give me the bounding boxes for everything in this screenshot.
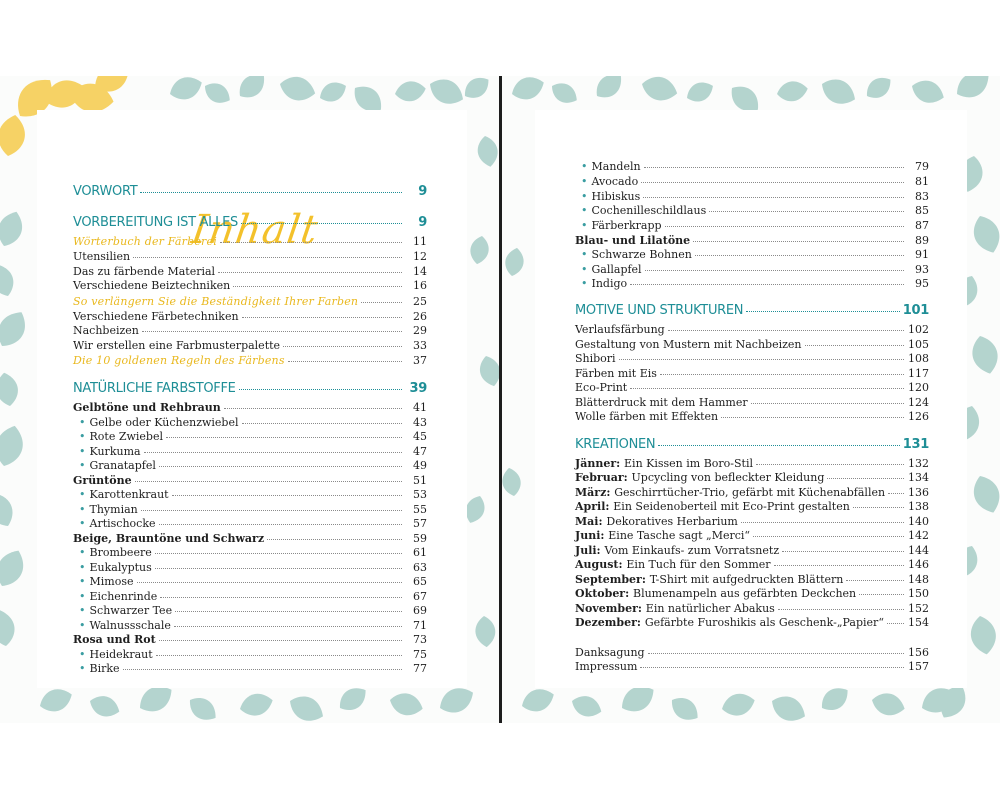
toc-entry[interactable] — [575, 234, 929, 247]
toc-leader — [159, 524, 403, 525]
toc-entry-label: • Hibiskus — [581, 190, 640, 203]
toc-entry[interactable] — [575, 616, 929, 629]
toc-month: März: — [575, 486, 615, 499]
toc-page-number: 157 — [908, 660, 929, 673]
toc-leader — [160, 597, 402, 598]
toc-entry-label: • Heidekraut — [79, 648, 153, 661]
toc-entry-label — [575, 544, 779, 557]
toc-entry-label: MOTIVE UND STRUKTUREN — [575, 303, 744, 318]
toc-leader — [640, 667, 904, 668]
toc-entry[interactable] — [73, 503, 427, 516]
toc-page-number: 81 — [915, 175, 929, 188]
toc-entry[interactable] — [575, 352, 929, 365]
toc-entry-label: Gelbtöne und Rehbraun — [73, 401, 221, 414]
toc-page-number: 136 — [908, 486, 929, 499]
toc-leader — [155, 553, 402, 554]
toc-leader — [288, 361, 402, 362]
toc-entry[interactable] — [73, 517, 427, 530]
toc-entry-label: Wir erstellen eine Farbmusterpalette — [73, 339, 281, 352]
toc-page-number: 144 — [908, 544, 929, 557]
toc-entry[interactable] — [575, 175, 929, 188]
toc-entry-title: Upcycling von befleckter Kleidung — [631, 471, 825, 484]
toc-leader — [140, 192, 402, 193]
toc-leader — [159, 466, 402, 467]
toc-page-number: 77 — [413, 662, 427, 675]
toc-page-number: 29 — [413, 324, 427, 337]
toc-page-number: 67 — [413, 590, 427, 603]
toc-entry-label: Rosa und Rot — [73, 633, 156, 646]
toc-leader — [644, 167, 904, 168]
toc-leader — [175, 611, 402, 612]
toc-page-number: 93 — [915, 263, 929, 276]
toc-entry[interactable] — [575, 486, 929, 499]
toc-entry[interactable] — [575, 660, 929, 673]
toc-page-number: 140 — [908, 515, 929, 528]
toc-entry[interactable] — [73, 401, 427, 414]
toc-page-number: 148 — [908, 573, 929, 586]
toc-entry-label: • Rote Zwiebel — [79, 430, 163, 443]
toc-entry-title: Ein Seidenoberteil mit Eco-Print gestalten — [613, 500, 850, 513]
toc-entry-label — [575, 616, 884, 629]
toc-page-number: 85 — [915, 204, 929, 217]
toc-leader — [241, 223, 402, 224]
toc-leader — [361, 302, 402, 303]
toc-page-number: 39 — [409, 381, 427, 396]
toc-page-number: 150 — [908, 587, 929, 600]
toc-entry-label: • Granatapfel — [79, 459, 156, 472]
toc-page-number: 108 — [908, 352, 929, 365]
toc-leader — [645, 270, 904, 271]
toc-leader — [242, 423, 403, 424]
toc-page-number: 51 — [413, 474, 427, 487]
toc-page-number: 14 — [413, 265, 427, 278]
toc-entry[interactable] — [575, 515, 929, 528]
toc-page-number: 65 — [413, 575, 427, 588]
toc-page-number: 79 — [915, 160, 929, 173]
toc-leader — [668, 330, 904, 331]
toc-leader — [751, 403, 904, 404]
toc-entry[interactable] — [575, 204, 929, 217]
toc-leader — [827, 478, 904, 479]
toc-entry[interactable] — [73, 250, 427, 263]
toc-leader — [778, 609, 904, 610]
toc-page-number: 105 — [908, 338, 929, 351]
toc-entry[interactable] — [575, 646, 929, 659]
toc-leader — [142, 331, 402, 332]
toc-entry-title: Ein Kissen im Boro-Stil — [624, 457, 754, 470]
toc-page-number: 33 — [413, 339, 427, 352]
toc-entry[interactable] — [575, 190, 929, 203]
toc-leader — [648, 653, 904, 654]
toc-entry-label: • Birke — [79, 662, 120, 675]
toc-page-number: 131 — [902, 437, 929, 452]
toc-page-number: 25 — [413, 295, 427, 308]
toc-leader — [846, 580, 904, 581]
toc-entry[interactable] — [575, 602, 929, 615]
toc-page-number: 75 — [413, 648, 427, 661]
toc-entry-label: • Karottenkraut — [79, 488, 169, 501]
toc-page-number: 120 — [908, 381, 929, 394]
toc-entry[interactable] — [575, 160, 929, 173]
toc-entry-title: Eine Tasche sagt „Merci“ — [608, 529, 751, 542]
toc-leader — [630, 388, 904, 389]
toc-leader — [774, 565, 904, 566]
toc-entry-label: Danksagung — [575, 646, 645, 659]
toc-entry[interactable] — [73, 279, 427, 292]
toc-month: September: — [575, 573, 650, 586]
toc-month: Februar: — [575, 471, 632, 484]
toc-page-number: 124 — [908, 396, 929, 409]
toc-month: November: — [575, 602, 646, 615]
toc-entry-label — [575, 486, 885, 499]
toc-leader — [643, 197, 904, 198]
toc-entry[interactable] — [575, 573, 929, 586]
toc-leader — [753, 536, 904, 537]
toc-month: Juli: — [575, 544, 605, 557]
toc-entry-title: Geschirrtücher-Trio, gefärbt mit Küchenabfällen — [614, 486, 886, 499]
toc-entry[interactable] — [575, 529, 929, 542]
toc-leader — [709, 211, 904, 212]
toc-entry[interactable] — [73, 354, 427, 367]
toc-leader — [853, 507, 904, 508]
toc-entry-label: So verlängern Sie die Beständigkeit Ihrer Farben — [73, 295, 359, 308]
toc-leader — [888, 493, 904, 494]
toc-page-number: 102 — [908, 323, 929, 336]
toc-leader — [155, 568, 402, 569]
toc-entry[interactable] — [73, 633, 427, 646]
toc-entry-label: Shibori — [575, 352, 616, 365]
toc-page-number: 43 — [413, 416, 427, 429]
toc-entry[interactable] — [73, 339, 427, 352]
toc-leader — [756, 464, 904, 465]
toc-entry-label: VORWORT — [73, 184, 138, 199]
right-page — [502, 76, 1000, 723]
toc-entry[interactable] — [73, 662, 427, 675]
toc-entry-label: • Mimose — [79, 575, 134, 588]
toc-entry-label: Blau- und Lilatöne — [575, 234, 691, 247]
toc-entry-title: Vom Einkaufs- zum Vorratsnetz — [604, 544, 780, 557]
toc-entry-label: • Mandeln — [581, 160, 641, 173]
toc-entry-label: • Thymian — [79, 503, 138, 516]
toc-entry-label: • Schwarzer Tee — [79, 604, 172, 617]
toc-page-number: 49 — [413, 459, 427, 472]
toc-entry[interactable] — [575, 304, 929, 317]
toc-entry-label: Blätterdruck mit dem Hammer — [575, 396, 748, 409]
toc-entry[interactable] — [73, 604, 427, 617]
toc-entry[interactable] — [575, 338, 929, 351]
toc-entry[interactable] — [73, 532, 427, 545]
toc-entry-label: • Kurkuma — [79, 445, 141, 458]
toc-leader — [144, 452, 402, 453]
toc-leader — [123, 669, 402, 670]
toc-page-number: 71 — [413, 619, 427, 632]
toc-entry-label: • Artischocke — [79, 517, 156, 530]
toc-page-number: 12 — [413, 250, 427, 263]
toc-entry[interactable] — [73, 546, 427, 559]
toc-leader — [224, 408, 402, 409]
toc-entry-label: Verschiedene Färbetechniken — [73, 310, 239, 323]
left-page — [0, 76, 499, 723]
toc-month: August: — [575, 558, 627, 571]
toc-page-number: 87 — [915, 219, 929, 232]
toc-page-number: 154 — [908, 616, 929, 629]
toc-leader — [658, 445, 899, 446]
toc-entry-label: • Indigo — [581, 277, 627, 290]
toc-entry-label — [575, 500, 850, 513]
toc-entry-label — [575, 602, 775, 615]
page-title: Inhalt — [188, 207, 322, 253]
toc-leader — [174, 626, 402, 627]
toc-entry[interactable] — [575, 457, 929, 470]
toc-entry-label — [575, 558, 771, 571]
toc-entry[interactable] — [73, 459, 427, 472]
toc-leader — [135, 481, 402, 482]
toc-leader — [133, 257, 402, 258]
toc-entry[interactable] — [73, 575, 427, 588]
toc-page-number: 53 — [413, 488, 427, 501]
toc-entry[interactable] — [73, 474, 427, 487]
toc-entry[interactable] — [575, 410, 929, 423]
toc-entry-label: • Eichenrinde — [79, 590, 157, 603]
toc-entry[interactable] — [575, 587, 929, 600]
toc-entry-label: Grüntöne — [73, 474, 132, 487]
toc-entry-label: Färben mit Eis — [575, 367, 657, 380]
toc-page-number: 95 — [915, 277, 929, 290]
toc-page-number: 156 — [908, 646, 929, 659]
toc-entry-title: Ein Tuch für den Sommer — [626, 558, 771, 571]
toc-leader — [233, 286, 402, 287]
toc-entry[interactable] — [575, 381, 929, 394]
toc-entry-label: • Eukalyptus — [79, 561, 152, 574]
toc-month: Jänner: — [575, 457, 625, 470]
toc-entry-label — [575, 457, 753, 470]
toc-entry[interactable] — [575, 396, 929, 409]
toc-page-number: 117 — [908, 367, 929, 380]
toc-page-number: 16 — [413, 279, 427, 292]
toc-page-number: 152 — [908, 602, 929, 615]
toc-leader — [220, 242, 402, 243]
toc-leader — [619, 359, 904, 360]
toc-entry[interactable] — [73, 445, 427, 458]
toc-entry-label: Verlaufsfärbung — [575, 323, 665, 336]
toc-month: Juni: — [575, 529, 609, 542]
toc-leader — [665, 226, 904, 227]
toc-entry-label: • Gelbe oder Küchenzwiebel — [79, 416, 239, 429]
toc-leader — [239, 389, 402, 390]
toc-page-number: 9 — [418, 215, 427, 230]
toc-page-number: 132 — [908, 457, 929, 470]
toc-leader — [721, 417, 904, 418]
toc-entry-label: Gestaltung von Mustern mit Nachbeizen — [575, 338, 802, 351]
toc-leader — [660, 374, 904, 375]
toc-leader — [156, 655, 402, 656]
toc-leader — [741, 522, 904, 523]
toc-page-number: 61 — [413, 546, 427, 559]
toc-page-number: 37 — [413, 354, 427, 367]
toc-entry[interactable] — [73, 648, 427, 661]
toc-leader — [166, 437, 402, 438]
toc-leader — [159, 640, 402, 641]
toc-leader — [805, 345, 905, 346]
toc-entry-label: Utensilien — [73, 250, 131, 263]
toc-entry[interactable] — [73, 619, 427, 632]
toc-entry[interactable] — [575, 438, 929, 451]
toc-entry-label: • Färberkrapp — [581, 219, 662, 232]
toc-page-number: 55 — [413, 503, 427, 516]
toc-leader — [267, 539, 402, 540]
toc-entry-label: Wörterbuch der Färberei — [73, 235, 217, 248]
toc-page-number: 47 — [413, 445, 427, 458]
toc-page-number: 11 — [413, 235, 427, 248]
toc-entry-label: Das zu färbende Material — [73, 265, 216, 278]
toc-entry[interactable] — [73, 430, 427, 443]
toc-leader — [859, 594, 904, 595]
toc-page-number: 138 — [908, 500, 929, 513]
toc-entry-label: Nachbeizen — [73, 324, 139, 337]
toc-month: Dezember: — [575, 616, 645, 629]
toc-entry[interactable] — [575, 558, 929, 571]
toc-entry-label: • Brombeere — [79, 546, 152, 559]
toc-leader — [782, 551, 904, 552]
toc-page-number: 9 — [418, 184, 427, 199]
toc-entry-title: Ein natürlicher Abakus — [645, 602, 775, 615]
toc-entry[interactable] — [73, 295, 427, 308]
toc-leader — [746, 311, 900, 312]
toc-entry[interactable] — [575, 544, 929, 557]
toc-entry[interactable] — [73, 382, 427, 395]
toc-page-number: 57 — [413, 517, 427, 530]
toc-leader — [242, 317, 402, 318]
toc-page-number: 63 — [413, 561, 427, 574]
toc-leader — [172, 495, 402, 496]
toc-leader — [695, 255, 904, 256]
toc-page-number: 146 — [908, 558, 929, 571]
toc-page-number: 59 — [413, 532, 427, 545]
toc-entry-label — [575, 573, 843, 586]
toc-entry[interactable] — [575, 367, 929, 380]
toc-entry-label — [575, 529, 750, 542]
toc-page-number: 83 — [915, 190, 929, 203]
toc-entry-label: Beige, Brauntöne und Schwarz — [73, 532, 265, 545]
toc-page-number: 101 — [902, 303, 929, 318]
toc-entry-label: Wolle färben mit Effekten — [575, 410, 719, 423]
toc-entry-label: Verschiedene Beiztechniken — [73, 279, 231, 292]
toc-month: Mai: — [575, 515, 607, 528]
toc-entry[interactable] — [575, 500, 929, 513]
toc-entry-title: Gefärbte Furoshikis als Geschenk-„Papier“ — [644, 616, 884, 629]
toc-month: Oktober: — [575, 587, 633, 600]
toc-page-number: 73 — [413, 633, 427, 646]
toc-leader — [218, 272, 402, 273]
toc-entry[interactable] — [575, 323, 929, 336]
toc-entry-label: VORBEREITUNG IST ALLES — [73, 215, 238, 230]
toc-page-number: 41 — [413, 401, 427, 414]
toc-page-number: 91 — [915, 248, 929, 261]
toc-entry[interactable] — [575, 277, 929, 290]
toc-page-number: 89 — [915, 234, 929, 247]
toc-entry-label: • Gallapfel — [581, 263, 642, 276]
toc-entry-label: • Avocado — [581, 175, 638, 188]
toc-leader — [630, 284, 904, 285]
toc-leader — [137, 582, 403, 583]
toc-entry[interactable] — [73, 185, 427, 198]
toc-entry-label: Die 10 goldenen Regeln des Färbens — [73, 354, 285, 367]
book-spread — [0, 76, 1000, 723]
toc-entry[interactable] — [73, 235, 427, 248]
toc-entry-label: • Walnussschale — [79, 619, 171, 632]
toc-leader — [283, 346, 402, 347]
toc-month: April: — [575, 500, 614, 513]
toc-entry[interactable] — [575, 219, 929, 232]
toc-entry-title: Dekoratives Herbarium — [606, 515, 738, 528]
toc-entry[interactable] — [575, 263, 929, 276]
toc-leader — [693, 241, 904, 242]
toc-entry-label — [575, 515, 738, 528]
toc-entry[interactable] — [575, 248, 929, 261]
toc-entry[interactable] — [73, 561, 427, 574]
toc-entry[interactable] — [73, 488, 427, 501]
toc-entry[interactable] — [73, 216, 427, 229]
toc-entry-label: KREATIONEN — [575, 437, 656, 452]
toc-page-number: 142 — [908, 529, 929, 542]
toc-entry-label: Eco-Print — [575, 381, 628, 394]
toc-leader — [641, 182, 904, 183]
toc-entry-label: • Cochenilleschildlaus — [581, 204, 706, 217]
toc-entry[interactable] — [73, 265, 427, 278]
toc-leader — [141, 510, 402, 511]
toc-leader — [887, 623, 904, 624]
toc-entry[interactable] — [73, 590, 427, 603]
toc-entry-label: NATÜRLICHE FARBSTOFFE — [73, 381, 236, 396]
toc-entry-label: Impressum — [575, 660, 638, 673]
toc-page-number: 45 — [413, 430, 427, 443]
toc-entry[interactable] — [73, 310, 427, 323]
toc-entry-label — [575, 587, 856, 600]
toc-entry-label: • Schwarze Bohnen — [581, 248, 692, 261]
toc-entry-label — [575, 471, 824, 484]
toc-entry-title: Blumenampeln aus gefärbten Deckchen — [633, 587, 857, 600]
toc-entry[interactable] — [575, 471, 929, 484]
toc-page-number: 69 — [413, 604, 427, 617]
toc-page-number: 126 — [908, 410, 929, 423]
toc-page-number: 134 — [908, 471, 929, 484]
toc-page-number: 26 — [413, 310, 427, 323]
toc-entry[interactable] — [73, 324, 427, 337]
toc-entry[interactable] — [73, 416, 427, 429]
toc-entry-title: T-Shirt mit aufgedruckten Blättern — [649, 573, 844, 586]
